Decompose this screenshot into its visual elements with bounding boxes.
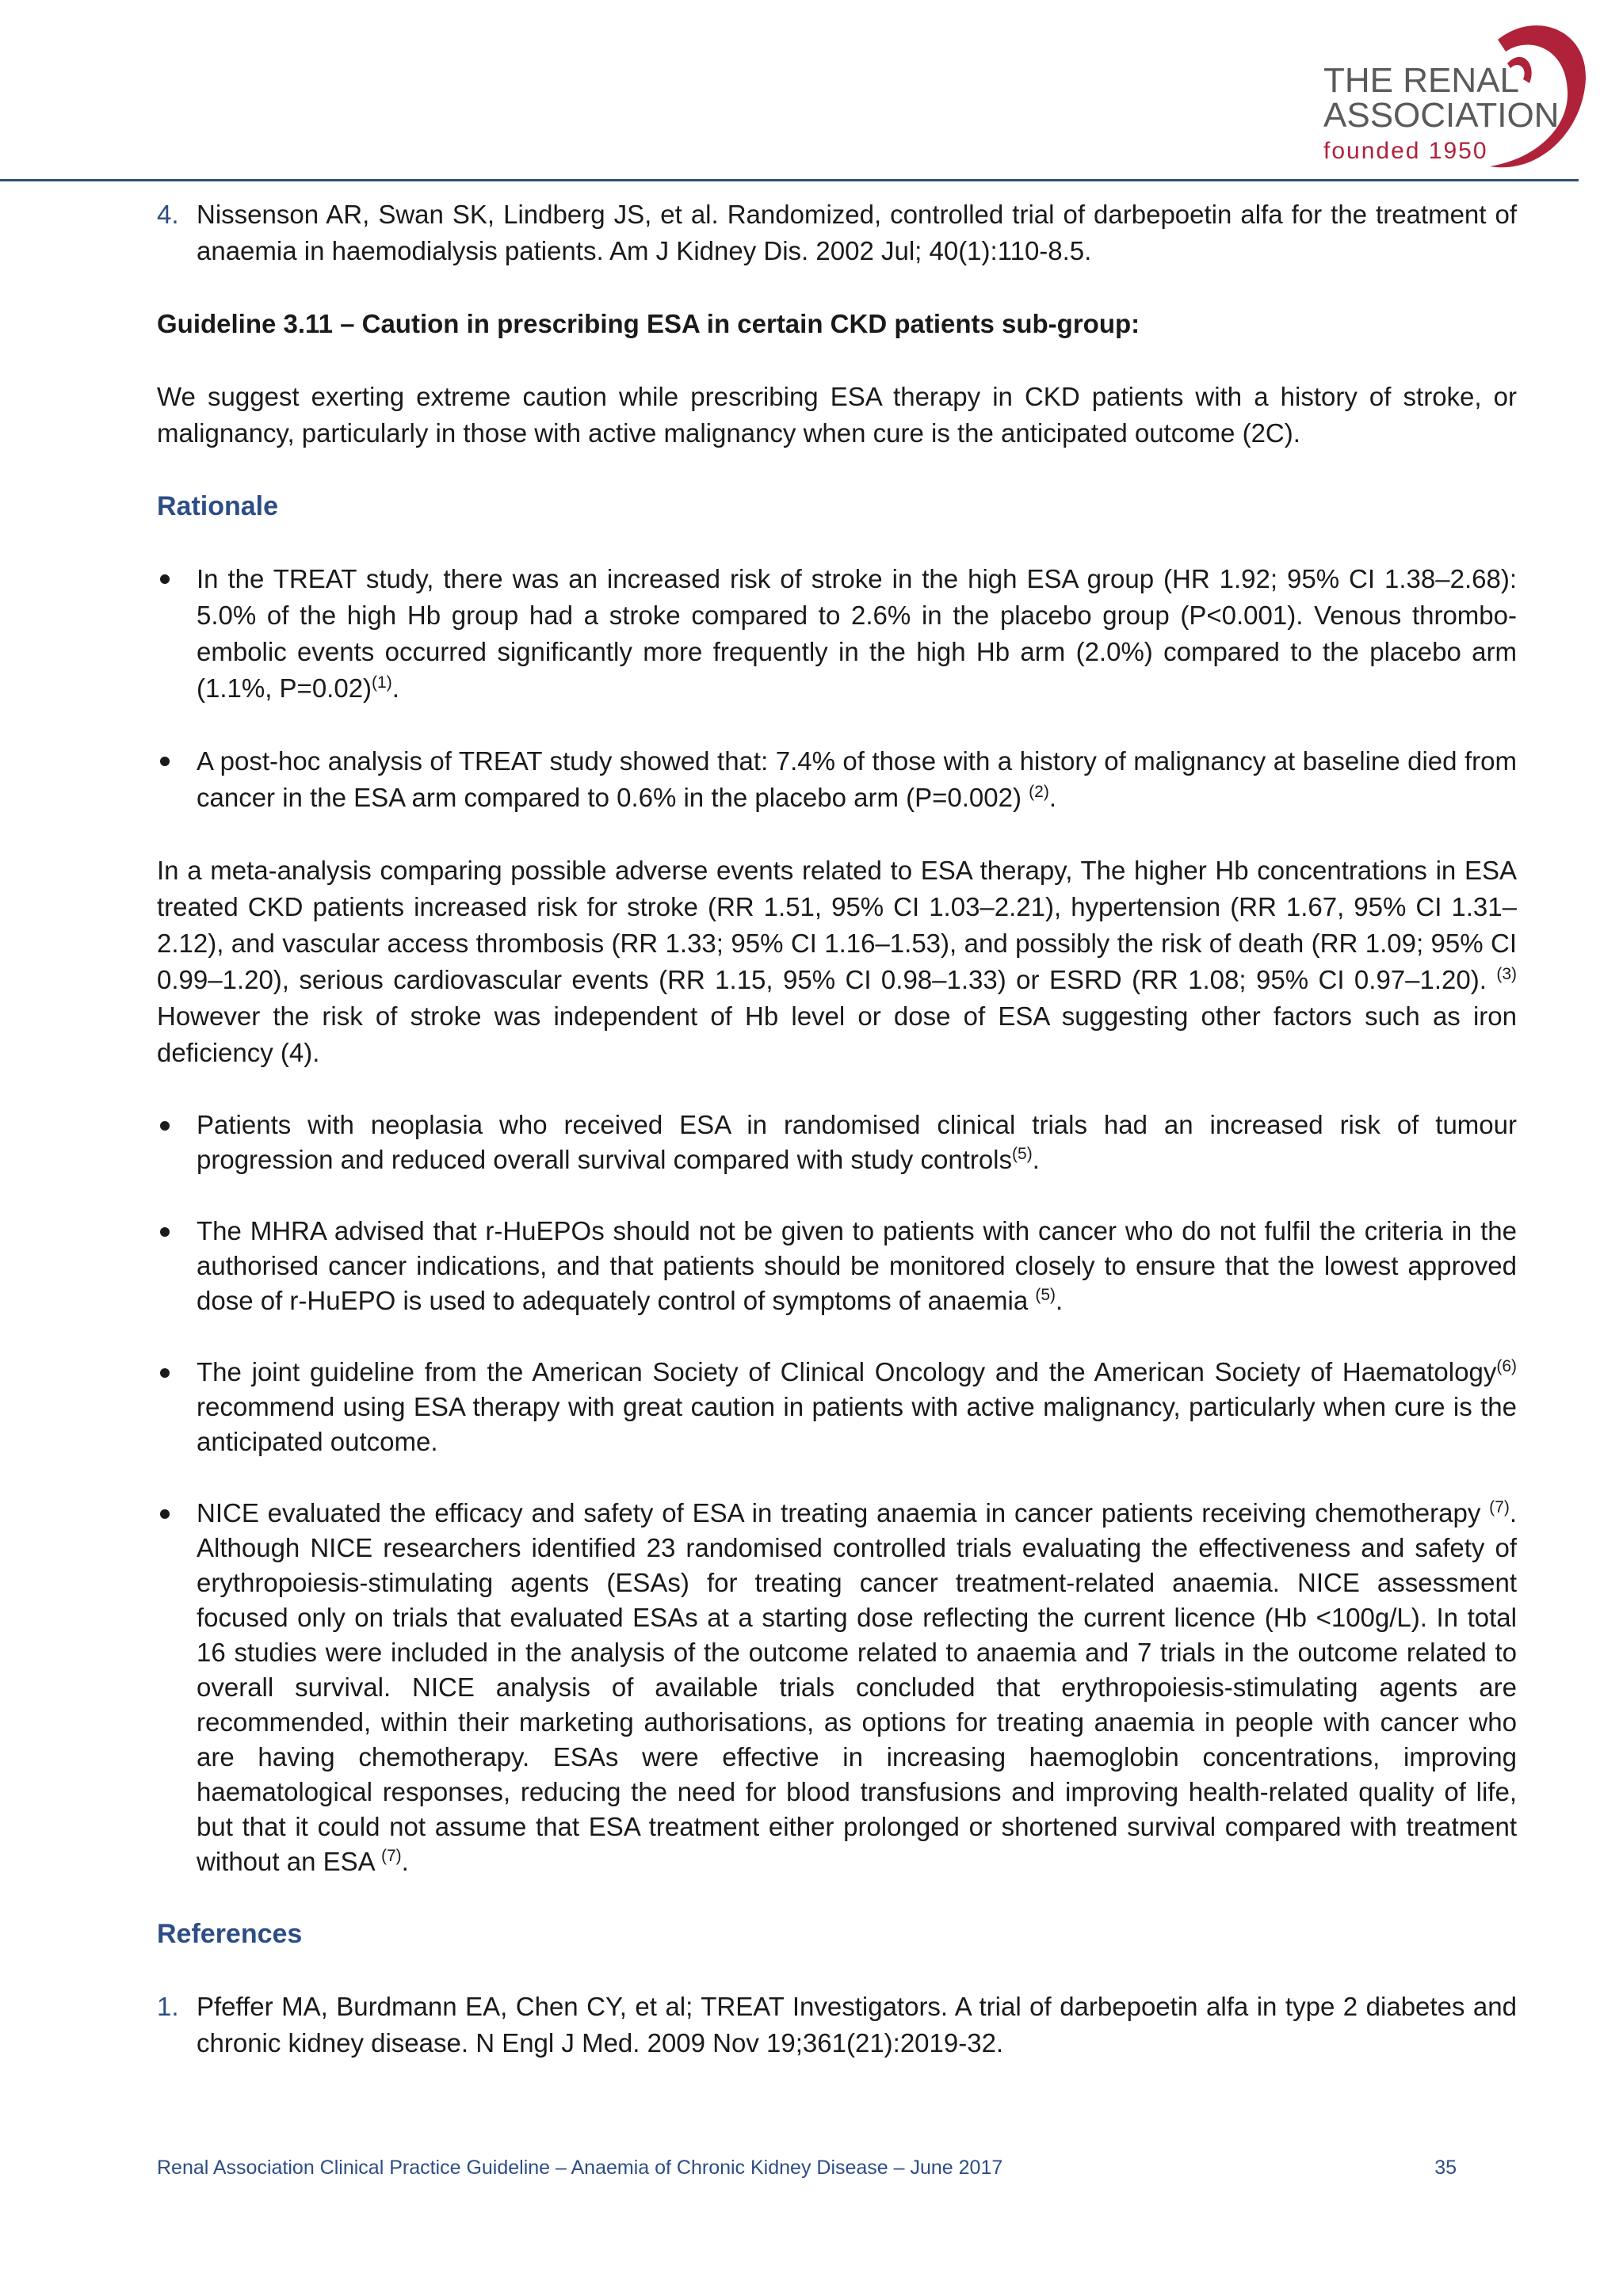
rationale-bullets-1 xyxy=(157,561,1517,816)
list-item xyxy=(157,1496,1517,1879)
logo-line2: ASSOCIATION xyxy=(1323,96,1560,135)
bullet-text: NICE evaluated the efficacy and safety of ESA in treating anaemia in cancer patients receiving chemotherapy xyxy=(197,1498,1490,1527)
logo-graphic xyxy=(1300,16,1593,174)
header-divider xyxy=(0,179,1579,181)
list-item xyxy=(157,1108,1517,1177)
list-item xyxy=(157,561,1517,707)
meta-tail: However the risk of stroke was independent of Hb level or dose of ESA suggesting other factors such as iron deficiency (4). xyxy=(157,1001,1517,1067)
bullet-icon xyxy=(160,757,170,766)
citation: (5) xyxy=(1035,1286,1056,1304)
bullet-tail: . xyxy=(1056,1286,1064,1315)
footer-text: Renal Association Clinical Practice Guideline – Anaemia of Chronic Kidney Disease – June 2017 xyxy=(157,2157,1003,2179)
bullet-tail: . Although NICE researchers identified 23 randomised controlled trials evaluating the effectiveness and safety of erythropoiesis-stimulating agents (ESAs) for treating cancer treatment-related anaemia. NICE assessment focused only on trials that evaluated ESAs at a starting dose reflecting the current licence (Hb <100g/L). In total 16 studies were included in the analysis of the outcome related to anaemia and 7 trials in the outcome related to overall survival. NICE analysis of available trials concluded that erythropoiesis-stimulating agents are recommended, within their marketing authorisations, as options for treating anaemia in people with cancer who are having chemotherapy. ESAs were effective in increasing haemoglobin concentrations, improving haematological responses, reducing the need for blood transfusions and improving health-related quality of life, but that it could not assume that ESA treatment either prolonged or shortened survival compared with treatment without an ESA xyxy=(197,1498,1517,1876)
page-number: 35 xyxy=(1434,2157,1457,2179)
logo-line3: founded 1950 xyxy=(1323,138,1488,164)
bullet-icon xyxy=(160,1121,170,1131)
bullet-tail: . xyxy=(391,673,399,703)
logo-line1: THE RENAL xyxy=(1323,61,1519,100)
list-item xyxy=(157,1355,1517,1459)
bullet-tail: recommend using ESA therapy with great caution in patients with active malignancy, particularly when cure is the anticipated outcome. xyxy=(197,1392,1517,1456)
bullet-icon xyxy=(160,574,170,584)
citation: (5) xyxy=(1012,1145,1033,1163)
citation: (7) xyxy=(1489,1498,1510,1516)
bullet-icon xyxy=(160,1227,170,1237)
bullet-text: The joint guideline from the American Society of Clinical Oncology and the American Society of Haematology xyxy=(197,1357,1497,1386)
page-footer xyxy=(157,2157,1457,2180)
citation: (1) xyxy=(372,673,392,692)
bullet-tail: . xyxy=(1032,1145,1040,1174)
rationale-heading: Rationale xyxy=(157,491,279,521)
reference-number: 1. xyxy=(157,1992,179,2021)
meta-analysis-paragraph xyxy=(157,852,1517,1071)
citation: (6) xyxy=(1496,1357,1517,1375)
bullet-icon xyxy=(160,1509,170,1519)
rationale-bullets-2 xyxy=(157,1108,1517,1879)
page-content xyxy=(157,196,1517,2098)
bullet-text: Patients with neoplasia who received ESA in randomised clinical trials had an increased risk of tumour progression and reduced overall survival compared with study controls xyxy=(197,1110,1517,1174)
list-item xyxy=(157,1214,1517,1318)
bullet-text: In the TREAT study, there was an increased risk of stroke in the high ESA group (HR 1.92; 95% CI 1.38–2.68): 5.0% of the high Hb group had a stroke compared to 2.6% in the placebo group (P<0.001). Venous thrombo-embolic events occurred significantly more frequently in the high Hb arm (2.0%) compared to the placebo arm (1.1%, P=0.02) xyxy=(197,564,1517,703)
bullet-tail: . xyxy=(1048,783,1056,812)
list-item xyxy=(157,743,1517,816)
previous-reference-item xyxy=(157,196,1517,269)
bullet-icon xyxy=(160,1368,170,1378)
citation: (7) xyxy=(380,1847,402,1865)
reference-text: Pfeffer MA, Burdmann EA, Chen CY, et al; TREAT Investigators. A trial of darbepoetin alfa in type 2 diabetes and chronic kidney disease. N Engl J Med. 2009 Nov 19;361(21):2019-32. xyxy=(197,1992,1517,2058)
citation: (2) xyxy=(1029,783,1049,801)
guideline-title: Guideline 3.11 – Caution in prescribing ESA in certain CKD patients sub-group: xyxy=(157,309,1140,338)
citation: (3) xyxy=(1496,965,1517,983)
guideline-statement: We suggest exerting extreme caution while prescribing ESA therapy in CKD patients with a history of stroke, or malignancy, particularly in those with active malignancy when cure is the anticipated outcome (2C). xyxy=(157,382,1517,448)
reference-item xyxy=(157,1989,1517,2061)
reference-text: Nissenson AR, Swan SK, Lindberg JS, et al. Randomized, controlled trial of darbepoetin alfa for the treatment of anaemia in haemodialysis patients. Am J Kidney Dis. 2002 Jul; 40(1):110-8.5. xyxy=(197,200,1517,265)
bullet-text: A post-hoc analysis of TREAT study showed that: 7.4% of those with a history of malignancy at baseline died from cancer in the ESA arm compared to 0.6% in the placebo arm (P=0.002) xyxy=(197,746,1517,812)
renal-association-logo xyxy=(1300,16,1593,174)
bullet-text: The MHRA advised that r-HuEPOs should not be given to patients with cancer who do not fulfil the criteria in the authorised cancer indications, and that patients should be monitored closely to ensure that the lowest approved dose of r-HuEPO is used to adequately control of symptoms of anaemia xyxy=(197,1216,1517,1315)
references-heading: References xyxy=(157,1919,303,1949)
meta-text: In a meta-analysis comparing possible adverse events related to ESA therapy, The higher Hb concentrations in ESA treated CKD patients increased risk for stroke (RR 1.51, 95% CI 1.03–2.21), hypertension (RR 1.67, 95% CI 1.31–2.12), and vascular access thrombosis (RR 1.33; 95% CI 1.16–1.53), and possibly the risk of death (RR 1.09; 95% CI 0.99–1.20), serious cardiovascular events (RR 1.15, 95% CI 0.98–1.33) or ESRD (RR 1.08; 95% CI 0.97–1.20). xyxy=(157,856,1517,994)
reference-number: 4. xyxy=(157,200,179,229)
bullet-tail: . xyxy=(401,1847,409,1876)
